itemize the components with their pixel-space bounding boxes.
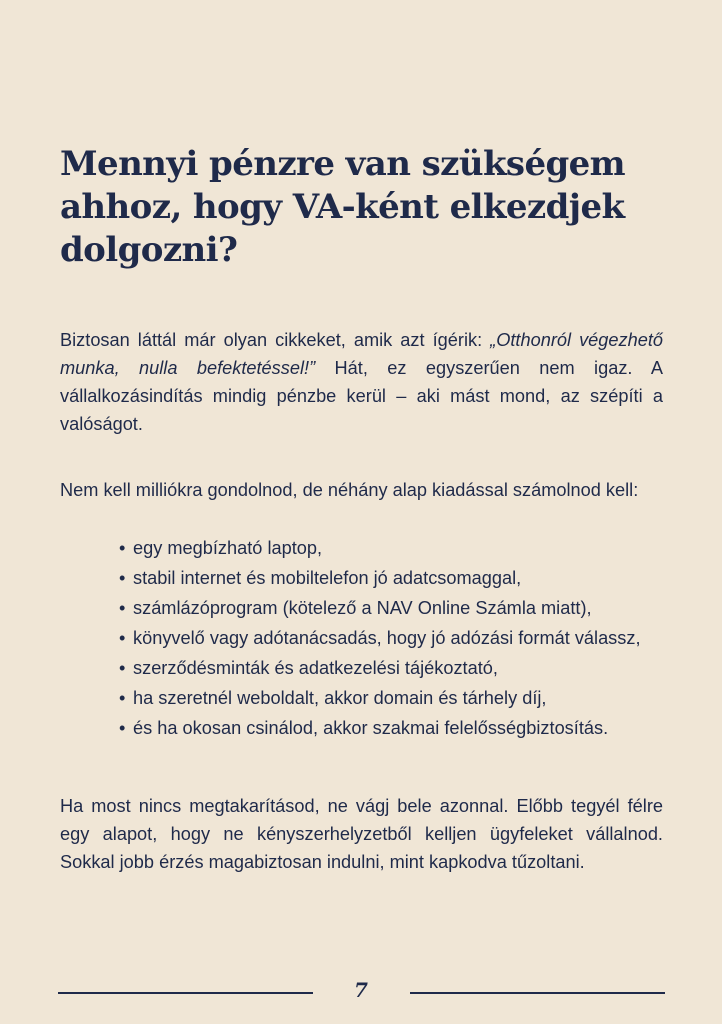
list-item-text: ha szeretnél weboldalt, akkor domain és tárhely díj, [133,688,547,708]
list-item-text: stabil internet és mobiltelefon jó adatcsomaggal, [133,568,522,588]
list-item-text: számlázóprogram (kötelező a NAV Online Számla miatt), [133,598,592,618]
page-number: 7 [354,978,368,1002]
bullet-icon: • [119,538,126,558]
intro-tail: Hát, ez egyszerűen nem igaz. A vállalkozásindítás mindig pénzbe kerül – aki mást mond, az szépíti a valóságot. [60,358,663,434]
list-item-text: könyvelő vagy adótanácsadás, hogy jó adózási formát válassz, [133,628,641,648]
bullet-icon: • [119,718,126,738]
list-item [119,626,664,650]
list-item [119,686,664,710]
bullet-icon: • [119,658,126,678]
footer-divider-left [58,992,313,994]
list-item [119,536,664,560]
list-item [119,566,664,590]
bullet-icon: • [119,688,126,708]
list-item-text: és ha okosan csinálod, akkor szakmai felelősségbiztosítás. [133,718,609,738]
expenses-list [119,536,664,746]
advice-paragraph: Ha most nincs megtakarításod, ne vágj bele azonnal. Előbb tegyél félre egy alapot, hogy ne kényszerhelyzetből kelljen ügyfeleket vállalnod. Sokkal jobb érzés magabiztosan indulni, mint kapkodva tűzoltani. [60,796,663,872]
footer-divider-right [410,992,665,994]
list-item-text: egy megbízható laptop, [133,538,323,558]
list-item-text: szerződésminták és adatkezelési tájékoztató, [133,658,498,678]
expenses-paragraph: Nem kell milliókra gondolnod, de néhány alap kiadással számolnod kell: [60,480,639,500]
bullet-icon: • [119,628,126,648]
list-item [119,716,664,740]
list-item [119,656,664,680]
intro-paragraph [60,326,663,438]
bullet-icon: • [119,598,126,618]
intro-lead: Biztosan láttál már olyan cikkeket, amik azt ígérik: [60,330,491,350]
page-title: Mennyi pénzre van szükségem ahhoz, hogy VA-ként elkezdjek dolgozni? [60,144,626,270]
list-item [119,596,664,620]
intro-quote: „Otthonról végezhető munka, nulla befektetéssel!” [60,330,664,378]
bullet-icon: • [119,568,126,588]
